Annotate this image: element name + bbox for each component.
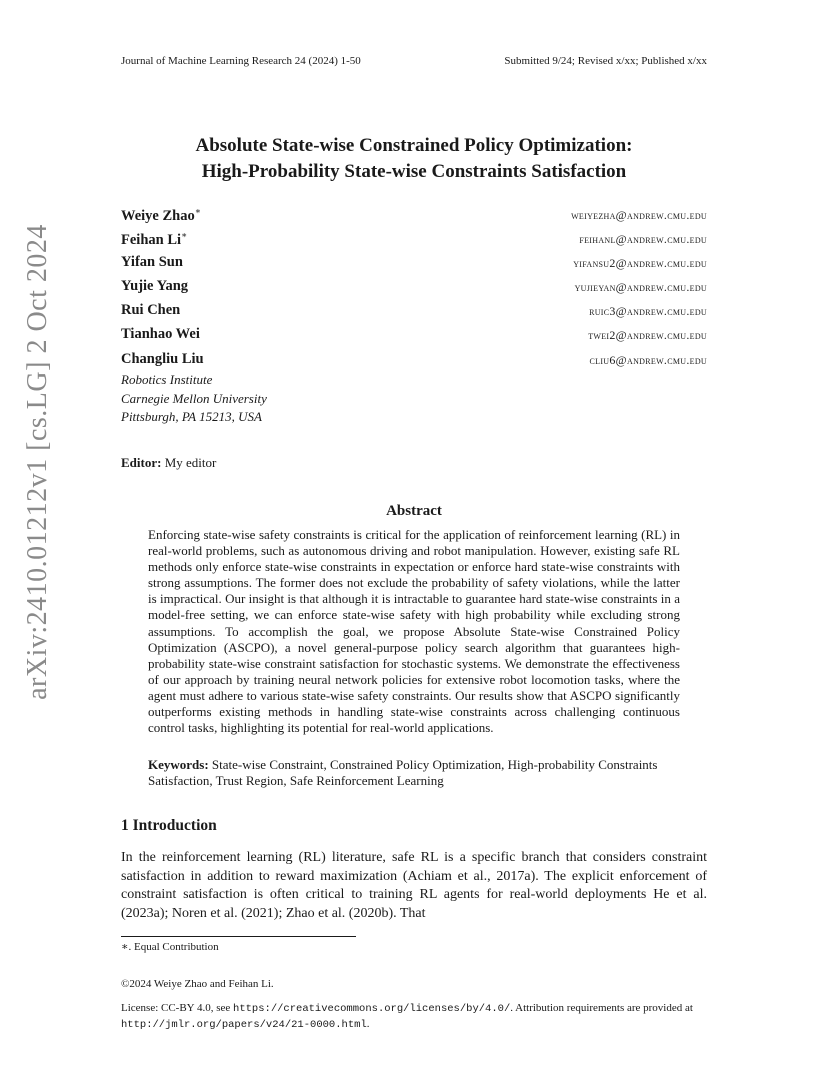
author-email: feihanl@andrew.cmu.edu xyxy=(579,232,707,246)
author-email: yujieyan@andrew.cmu.edu xyxy=(574,280,707,294)
author-email: yifansu2@andrew.cmu.edu xyxy=(573,256,707,270)
keywords-value: State-wise Constraint, Constrained Policy Optimization, High-probability Constraints Satisfaction, Trust Region, Safe Reinforcement Learning xyxy=(148,757,658,789)
copyright-line: ©2024 Weiye Zhao and Feihan Li. xyxy=(121,978,274,990)
author-name: Yujie Yang xyxy=(121,278,189,294)
editor-label: Editor: xyxy=(121,455,162,470)
license-note: License: CC-BY 4.0, see https://creativecommons.org/licenses/by/4.0/. Attribution requirements are provided at http://jmlr.org/papers/v24/21-0000.html. xyxy=(121,1002,693,1031)
author-email: ruic3@andrew.cmu.edu xyxy=(589,304,707,318)
author-name: Weiye Zhao∗ xyxy=(121,206,201,224)
affiliation-line: Robotics Institute xyxy=(121,372,213,387)
affiliation xyxy=(121,371,267,427)
arxiv-stamp-text: arXiv:2410.01212v1 [cs.LG] 2 Oct 2024 xyxy=(22,224,53,700)
affiliation-line: Pittsburgh, PA 15213, USA xyxy=(121,409,262,424)
author-email: weiyezha@andrew.cmu.edu xyxy=(571,208,707,222)
introduction-paragraph: In the reinforcement learning (RL) literature, safe RL is a specific branch that considers constraint satisfaction in addition to reward maximization (Achiam et al., 2017a). The explicit enforcement of constraint satisfaction is often critical to training RL agents for real-world deployments He et al. (2023a); Noren et al. (2021); Zhao et al. (2020b). That xyxy=(121,850,707,921)
author-email: cliu6@andrew.cmu.edu xyxy=(589,353,707,367)
editor-value: My editor xyxy=(161,455,217,470)
title-line-1: Absolute State-wise Constrained Policy Optimization: xyxy=(195,135,633,156)
license-link[interactable]: https://creativecommons.org/licenses/by/4.0/ xyxy=(233,1003,511,1015)
paper-link[interactable]: http://jmlr.org/papers/v24/21-0000.html xyxy=(121,1019,367,1031)
keywords xyxy=(148,757,680,789)
author-email: twei2@andrew.cmu.edu xyxy=(588,328,707,342)
author-name: Tianhao Wei xyxy=(121,326,200,342)
abstract-heading: Abstract xyxy=(386,503,442,519)
editor-line xyxy=(121,455,216,471)
running-header-submission: Submitted 9/24; Revised x/xx; Published x/xx xyxy=(504,55,707,67)
paper-title xyxy=(0,133,828,185)
title-line-2: High-Probability State-wise Constraints Satisfaction xyxy=(201,161,627,182)
author-name: Feihan Li∗ xyxy=(121,230,188,248)
affiliation-line: Carnegie Mellon University xyxy=(121,390,267,406)
section-heading-introduction: 1 Introduction xyxy=(121,817,217,834)
footnote: ∗. Equal Contribution xyxy=(121,941,219,953)
keywords-label: Keywords: xyxy=(148,757,209,772)
running-header-journal: Journal of Machine Learning Research 24 (2024) 1-50 xyxy=(121,55,361,67)
author-name: Changliu Liu xyxy=(121,351,204,367)
abstract-text: Enforcing state-wise safety constraints is critical for the application of reinforcement learning (RL) in real-world problems, such as autonomous driving and robot manipulation. However, existing safe RL methods only enforce state-wise constraints in expectation or enforce hard state-wise constraints with strong assumptions. The former does not exclude the probability of safety violations, while the latter is impractical. Our insight is that although it is intractable to guarantee hard state-wise constraints in a model-free setting, we can enforce state-wise safety with high probability while excluding strong assumptions. To accomplish the goal, we propose Absolute State-wise Constrained Policy Optimization (ASCPO), a novel general-purpose policy search algorithm that guarantees high-probability state-wise constraint satisfaction for stochastic systems. We demonstrate the effectiveness of our approach by training neural network policies for extensive robot locomotion tasks, where the agent must adhere to various state-wise safety constraints. Our results show that ASCPO significantly outperforms existing methods in handling state-wise constraints across challenging continuous control tasks, highlighting its potential for real-world applications. xyxy=(148,527,680,736)
author-name: Yifan Sun xyxy=(121,254,183,270)
author-name: Rui Chen xyxy=(121,302,181,318)
footnote-rule xyxy=(121,936,356,937)
